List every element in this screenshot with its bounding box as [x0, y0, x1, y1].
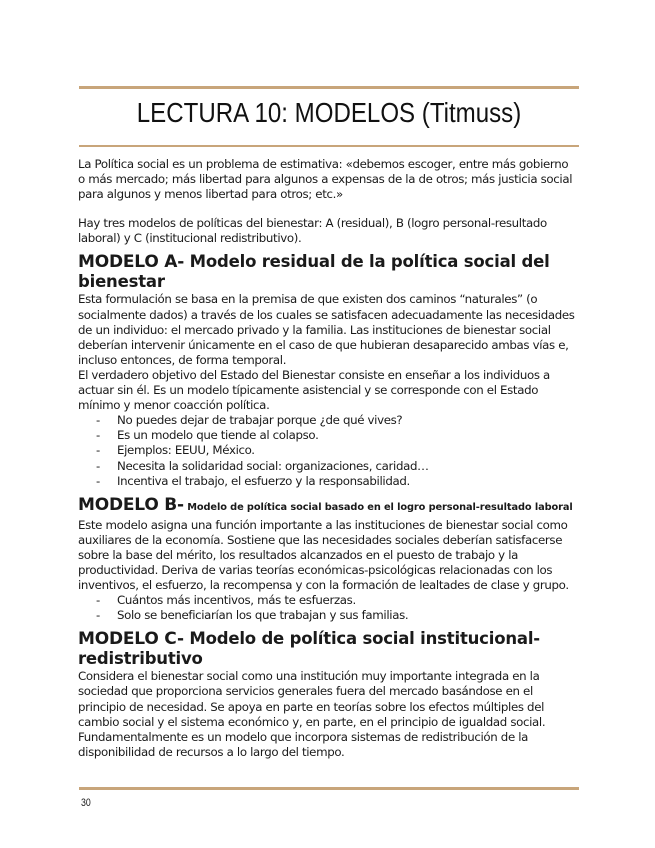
- modelo-c-title: Modelo de política social institucional-redistributivo: [78, 629, 540, 669]
- list-item: - Es un modelo que tiende al colapso.: [96, 428, 578, 443]
- document-body: [78, 157, 578, 760]
- intro-paragraph-1: La Política social es un problema de estimativa: «debemos escoger, entre más gobierno o más mercado; más libertad para algunos a expensas de la de otros; más justicia social para algunos y menos libertad para otros; etc.»: [78, 157, 573, 202]
- list-item: - Incentiva el trabajo, el esfuerzo y la responsabilidad.: [96, 474, 578, 489]
- modelo-a-paragraph-1: Esta formulación se basa en la premisa de que existen dos caminos “naturales” (o socialmente dados) a través de los cuales se satisfacen adecuadamente las necesidades de un individuo: el mercado privado y la familia. Las instituciones de bienestar social deberían intervenir únicamente en el caso de que hubieran desaparecido ambas vías e, incluso entonces, de forma temporal.: [78, 292, 575, 367]
- list-item: - Ejemplos: EEUU, México.: [96, 443, 578, 458]
- top-divider: [79, 86, 579, 89]
- modelo-b-list: [78, 593, 578, 623]
- modelo-c-paragraph-1: Considera el bienestar social como una institución muy importante integrada en la sociedad que proporciona servicios generales fuera del mercado basándose en el principio de necesidad. Se apoya en parte en teorías sobre los efectos múltiples del cambio social y el sistema económico y, en parte, en el principio de igualdad social. Fundamentalmente es un modelo que incorpora sistemas de redistribución de la disponibilidad de recursos a lo largo del tiempo.: [78, 669, 546, 759]
- modelo-b-prefix: MODELO B-: [78, 494, 184, 515]
- modelo-c-prefix: MODELO C-: [78, 629, 184, 650]
- modelo-a-heading: [78, 252, 578, 292]
- modelo-a-list: [78, 413, 578, 488]
- modelo-c-heading: [78, 629, 578, 669]
- modelo-b-heading: [78, 495, 578, 518]
- modelo-b-paragraph-1: Este modelo asigna una función importante a las instituciones de bienestar social como auxiliares de la economía. Sostiene que las necesidades sociales deberían satisfacerse sobre la base del mérito, los resultados alcanzados en el puesto de trabajo y la productividad. Deriva de varias teorías económicas-psicológicas relacionadas con los inventivos, el esfuerzo, la recompensa y con la formación de lealtades de clase y grupo.: [78, 517, 569, 593]
- modelo-a-title: Modelo residual de la política social del bienestar: [78, 252, 550, 292]
- modelo-b-title: Modelo de política social basado en el logro personal-resultado laboral: [183, 501, 573, 513]
- intro-paragraph-2: Hay tres modelos de políticas del bienestar: A (residual), B (logro personal-resultado laboral) y C (institucional redistributivo).: [78, 216, 547, 246]
- title-divider: [79, 145, 579, 147]
- modelo-a-paragraph-2: El verdadero objetivo del Estado del Bienestar consiste en enseñar a los individuos a actuar sin él. Es un modelo típicamente asistencial y se corresponde con el Estado mínimo y menor coacción política.: [78, 367, 550, 413]
- list-item: - No puedes dejar de trabajar porque ¿de qué vives?: [96, 413, 578, 428]
- list-item: - Solo se beneficiarían los que trabajan y sus familias.: [96, 608, 578, 623]
- footer-divider: [79, 787, 579, 790]
- list-item: - Cuántos más incentivos, más te esfuerzas.: [96, 593, 578, 608]
- list-item: - Necesita la solidaridad social: organizaciones, caridad…: [96, 459, 578, 474]
- page-number: 30: [81, 797, 91, 809]
- modelo-a-prefix: MODELO A-: [78, 252, 185, 273]
- page-title: LECTURA 10: MODELOS (Titmuss): [136, 97, 522, 128]
